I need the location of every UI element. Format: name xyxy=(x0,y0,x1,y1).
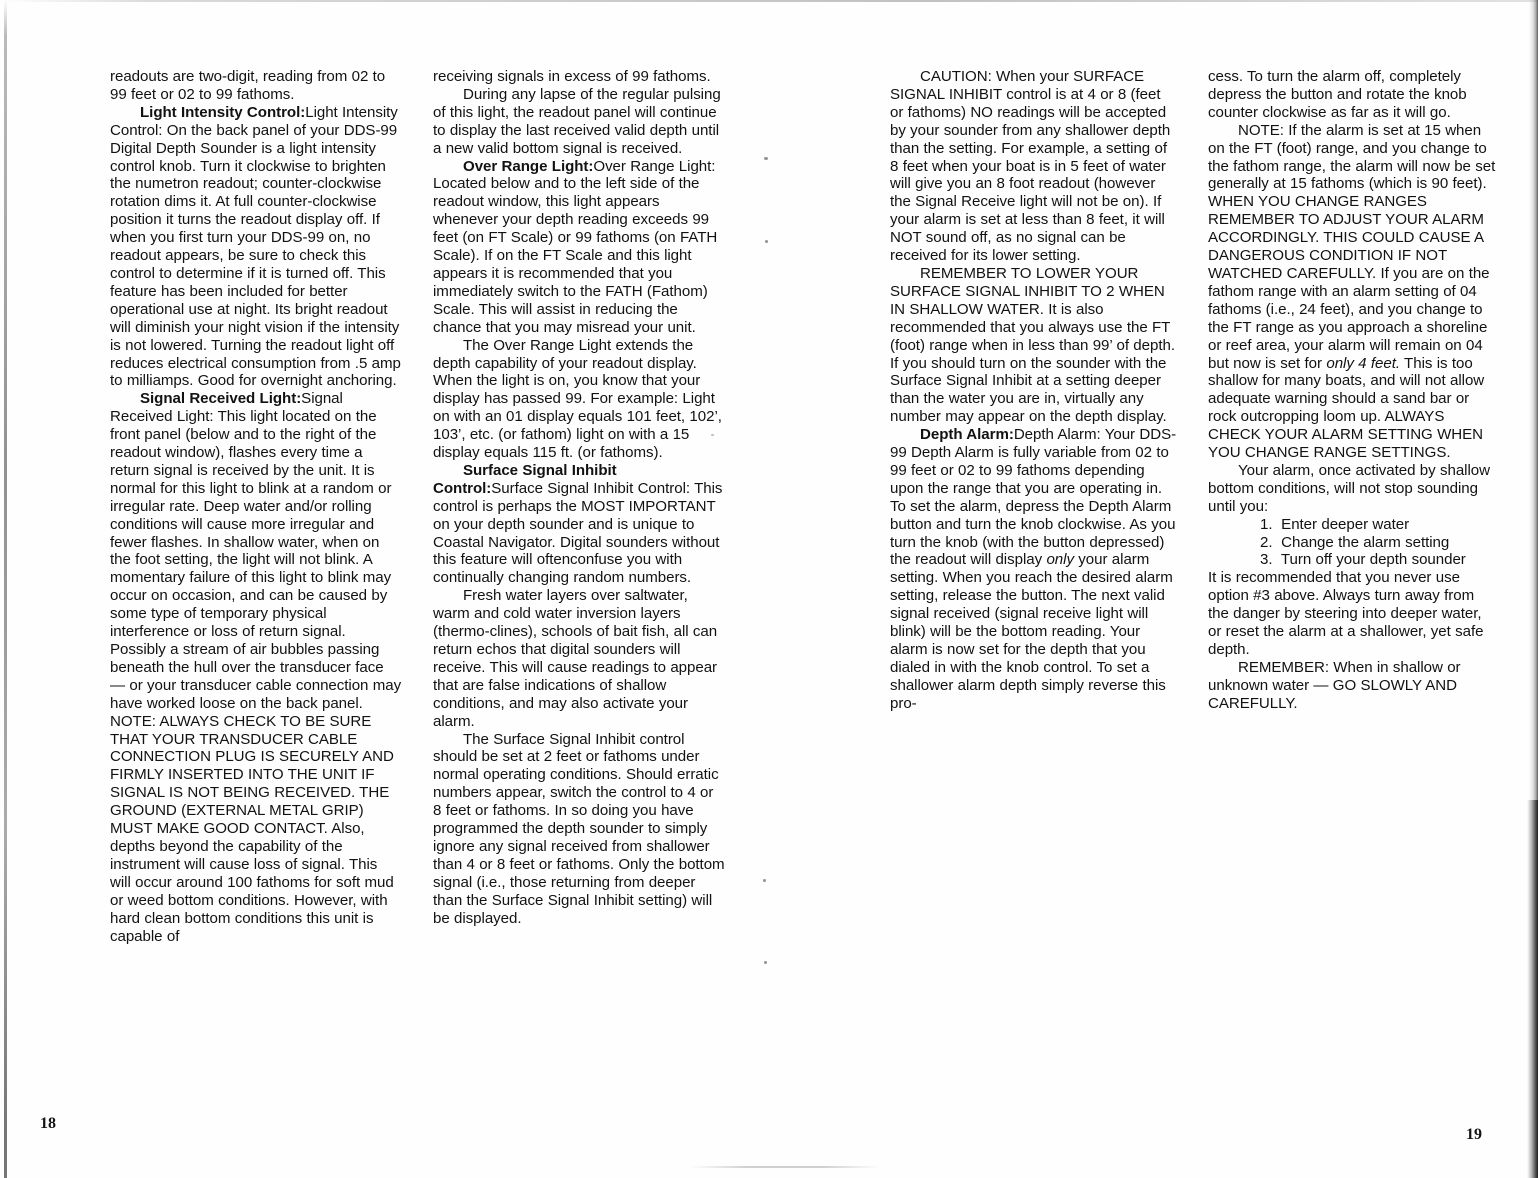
run-in-heading: Signal Received Light: xyxy=(140,390,302,408)
paragraph-note: NOTE: If the alarm is set at 15 when on the FT (foot) range, and you change to the fathom range, the alarm will now be set generally at 15 fathoms (which is 90 feet). WHEN YOU CHANGE RANGES REMEMBER TO ADJUST YOUR ALARM ACCORDINGLY. THIS COULD CAUSE A DANGEROUS CONDITION IF NOT WATCHED CAREFULLY. If you are on the fathom range with an alarm setting of 04 fathoms (i.e., 24 feet), and you change to the FT range as you approach a shoreline or reef area, your alarm will remain on 04 but now is set for only 4 feet. This is too shallow for many boats, and will not allow adequate warning should a sand bar or rock outcropping loom up. ALWAYS CHECK YOUR ALARM SETTING WHEN YOU CHANGE RANGE SETTINGS. xyxy=(1208,121,1500,462)
scan-edge-artifact-bottom xyxy=(690,1166,880,1168)
scan-speckle xyxy=(764,157,768,160)
text-column-2 xyxy=(433,68,729,928)
run-in-heading: Surface Signal Inhibit Control: xyxy=(433,461,621,497)
list-item: 1. Enter deeper water xyxy=(1260,515,1410,533)
paragraph-remember: REMEMBER: When in shallow or unknown water — GO SLOWLY AND CAREFULLY. xyxy=(1208,658,1465,712)
scan-edge-artifact-right-lower xyxy=(1527,800,1538,1178)
emphasis-text: only xyxy=(1046,551,1074,569)
text-column-1 xyxy=(110,68,406,945)
scan-speckle xyxy=(764,961,767,964)
paragraph: Fresh water layers over saltwater, warm and cold water inversion layers (thermo-clines), schools of bait fish, all can return echos that digital sounders will receive. This will cause readings to appear that are false indications of shallow conditions, and may also activate your alarm. xyxy=(433,587,722,730)
paragraph: The Over Range Light extends the depth capability of your readout display. When the light is on, you know that your display has passed 99. For example: Light on with an 01 display equals 101 feet, 102’, 103’, etc. (or fathom) light on with a 15 display equals 115 ft. (or fathoms). xyxy=(433,336,727,462)
paragraph-body: Light Intensity Control: On the back panel of your DDS-99 Digital Depth Sounder is a light intensity control knob. Turn it clockwise to brighten the numetron readout; counter-clockwise rotation dims it. At full counter-clockwise position it turns the readout display off. If when you first turn your DDS-99 on, no readout appears, be sure to check this control to determine if it is turned off. This feature has been included for better operational use at night. Its bright readout will diminish your night vision if the intensity is not lowered. Turning the readout light off reduces electrical consumption from .5 amp to milliamps. Good for overnight anchoring. xyxy=(110,103,406,390)
emphasis-text: only 4 feet. xyxy=(1326,354,1400,372)
run-in-heading: Depth Alarm: xyxy=(920,426,1014,444)
text-column-3 xyxy=(890,68,1178,713)
list-item: 2. Change the alarm setting xyxy=(1260,533,1450,551)
paragraph-body: Signal Received Light: This light located on the front panel (below and to the right of the readout window), flashes every time a return signal is received by the unit. It is normal for this light to blink at a random or irregular rate. Deep water and/or rolling conditions will cause more irregular and fewer flashes. In shallow water, when on the foot setting, the light will not blink. A momentary failure of this light to blink may occur on occasion, and can be caused by some type of temporary physical interference or loss of return signal. Possibly a stream of air bubbles passing beneath the hull over the transducer face — or your transducer cable connection may have worked loose on the back panel. xyxy=(110,390,406,712)
paragraph-body: Depth Alarm: Your DDS-99 Depth Alarm is fully variable from 02 to 99 feet or 02 to 99 fathoms depending upon the range that you are operating in. To set the alarm, depress the Depth Alarm button and turn the knob clockwise. As you turn the knob (with the button depressed) the readout will display only your alarm setting. When you reach the desired alarm setting, release the button. The next valid signal received (signal receive light will blink) will be the bottom reading. Your alarm is now set for the depth that you dialed in with the knob control. To set a shallower alarm depth simply reverse this pro- xyxy=(890,426,1180,712)
paragraph: During any lapse of the regular pulsing of this light, the readout panel will continue to display the last received valid depth until a new valid bottom signal is received. xyxy=(433,85,726,157)
run-in-heading: Over Range Light: xyxy=(463,157,594,175)
scan-edge-artifact-left xyxy=(4,0,7,1178)
paragraph: The Surface Signal Inhibit control should be set at 2 feet or fathoms under normal operating conditions. Should erratic numbers appear, switch the control to 4 or 8 feet or fathoms. In so doing you have programmed the depth sounder to simply ignore any signal received from shallower than 4 or 8 feet or fathoms. Only the bottom signal (i.e., those returning from deeper than the Surface Signal Inhibit setting) will be displayed. xyxy=(433,730,729,927)
paragraph-caution: CAUTION: When your SURFACE SIGNAL INHIBIT control is at 4 or 8 (feet or fathoms) NO readings will be accepted by your sounder from any shallower depth than the setting. For example, a setting of 8 feet when your boat is in 5 feet of water will give you an 8 foot readout (however the Signal Receive light will not be on). If your alarm is set at less than 8 feet, it will NOT sound off, as no signal can be received for its lower setting. xyxy=(890,68,1175,265)
paragraph-body: Surface Signal Inhibit Control: This control is perhaps the MOST IMPORTANT on your depth sounder and is unique to Coastal Navigator. Digital sounders without this feature will oftenconfuse you with continually changing random numbers. xyxy=(433,479,727,587)
paragraph xyxy=(110,390,406,712)
paragraph xyxy=(433,462,725,587)
list-item: 3. Turn off your depth sounder xyxy=(1260,551,1466,569)
page-number-right: 19 xyxy=(1466,1126,1482,1143)
page-number-left: 18 xyxy=(40,1115,56,1132)
scan-edge-artifact-top xyxy=(0,0,1538,2)
scan-speckle xyxy=(765,240,768,243)
scan-speckle xyxy=(763,879,766,882)
paragraph: readouts are two-digit, reading from 02 to 99 feet or 02 to 99 fathoms. xyxy=(110,68,390,103)
paragraph xyxy=(890,426,1178,713)
run-in-heading: Light Intensity Control: xyxy=(140,103,306,121)
paragraph xyxy=(110,103,406,391)
paragraph: receiving signals in excess of 99 fathoms. xyxy=(433,68,711,85)
paragraph: It is recommended that you never use option #3 above. Always turn away from the danger by steering into deeper water, or reset the alarm at a shallower, yet safe depth. xyxy=(1208,569,1488,658)
text-column-4 xyxy=(1208,68,1498,713)
paragraph-note: NOTE: ALWAYS CHECK TO BE SURE THAT YOUR TRANSDUCER CABLE CONNECTION PLUG IS SECURELY AND FIRMLY INSERTED INTO THE UNIT IF SIGNAL IS NOT BEING RECEIVED. THE GROUND (EXTERNAL METAL GRIP) MUST MAKE GOOD CONTACT. Also, depths beyond the capability of the instrument will cause loss of signal. This will occur around 100 fathoms for soft mud or weed bottom conditions. However, with hard clean bottom conditions this unit is capable of xyxy=(110,712,399,945)
paragraph xyxy=(433,158,725,337)
paragraph: Your alarm, once activated by shallow bottom conditions, will not stop sounding until you: xyxy=(1208,461,1495,515)
paragraph: cess. To turn the alarm off, completely depress the button and rotate the knob counter clockwise as far as it will go. xyxy=(1208,68,1471,121)
paragraph: REMEMBER TO LOWER YOUR SURFACE SIGNAL INHIBIT TO 2 WHEN IN SHALLOW WATER. It is also recommended that you always use the FT (foot) range when in less than 99’ of depth. If you should turn on the sounder with the Surface Signal Inhibit at a setting deeper than the water you are in, virtually any number may appear on the depth display. xyxy=(890,264,1180,426)
paragraph-body: Over Range Light: Located below and to the left side of the readout window, this light appears whenever your depth reading exceeds 99 feet (on FT Scale) or 99 fathoms (on FATH Scale). If on the FT Scale and this light appears it is recommended that you immediately switch to the FATH (Fathom) Scale. This will assist in reducing the chance that you may misread your unit. xyxy=(433,157,722,336)
